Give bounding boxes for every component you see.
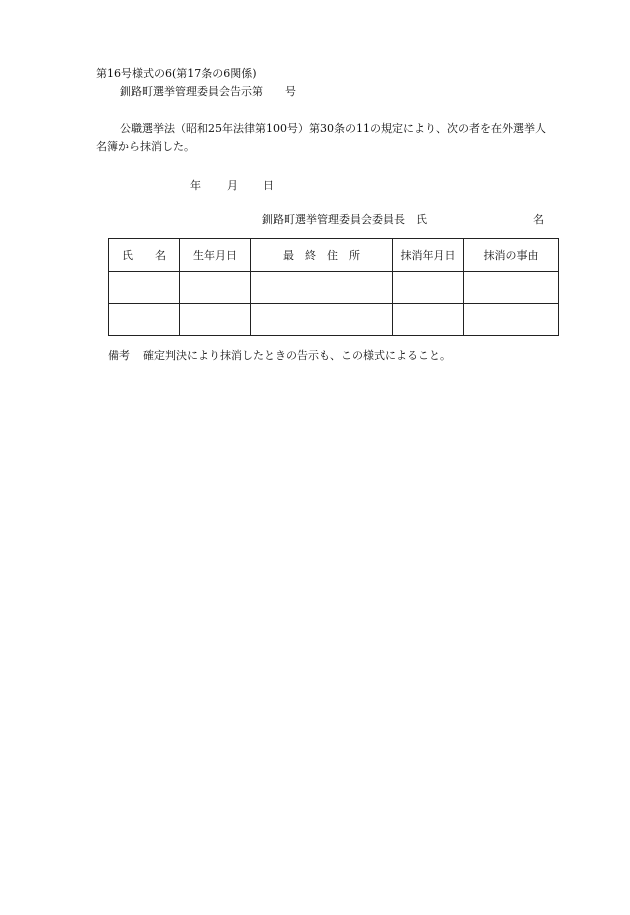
table-cell — [180, 304, 251, 336]
column-header-deletion-date: 抹消年月日 — [393, 239, 464, 272]
table-cell — [180, 272, 251, 304]
form-number: 第16号様式の6(第17条の6関係) — [96, 67, 257, 80]
table-row — [109, 304, 559, 336]
column-header-birthdate: 生年月日 — [180, 239, 251, 272]
table-cell — [251, 304, 393, 336]
date-year-label: 年 — [190, 179, 201, 192]
column-header-last-address: 最 終 住 所 — [251, 239, 393, 272]
column-header-name: 氏 名 — [109, 239, 180, 272]
table-cell — [393, 304, 464, 336]
table-cell — [464, 304, 559, 336]
remarks-text: 確定判決により抹消したときの告示も、この様式によること。 — [143, 349, 451, 362]
deletion-register-table — [108, 238, 559, 336]
signature-name-label: 名 — [533, 213, 544, 226]
table-cell — [393, 272, 464, 304]
date-day-label: 日 — [263, 179, 274, 192]
table-cell — [464, 272, 559, 304]
date-month-label: 月 — [227, 179, 238, 192]
signature-title: 釧路町選挙管理委員会委員長 氏 — [262, 213, 427, 226]
table-cell — [251, 272, 393, 304]
notice-body-line-1: 公職選挙法（昭和25年法律第100号）第30条の11の規定により、次の者を在外選挙人 — [120, 122, 546, 135]
remarks-label: 備考 — [108, 349, 130, 362]
column-header-deletion-reason: 抹消の事由 — [464, 239, 559, 272]
notice-body-line-2: 名簿から抹消した。 — [96, 140, 195, 153]
table-cell — [109, 304, 180, 336]
notice-heading: 釧路町選挙管理委員会告示第 号 — [120, 85, 296, 98]
table-header-row — [109, 239, 559, 272]
table-cell — [109, 272, 180, 304]
table-row — [109, 272, 559, 304]
